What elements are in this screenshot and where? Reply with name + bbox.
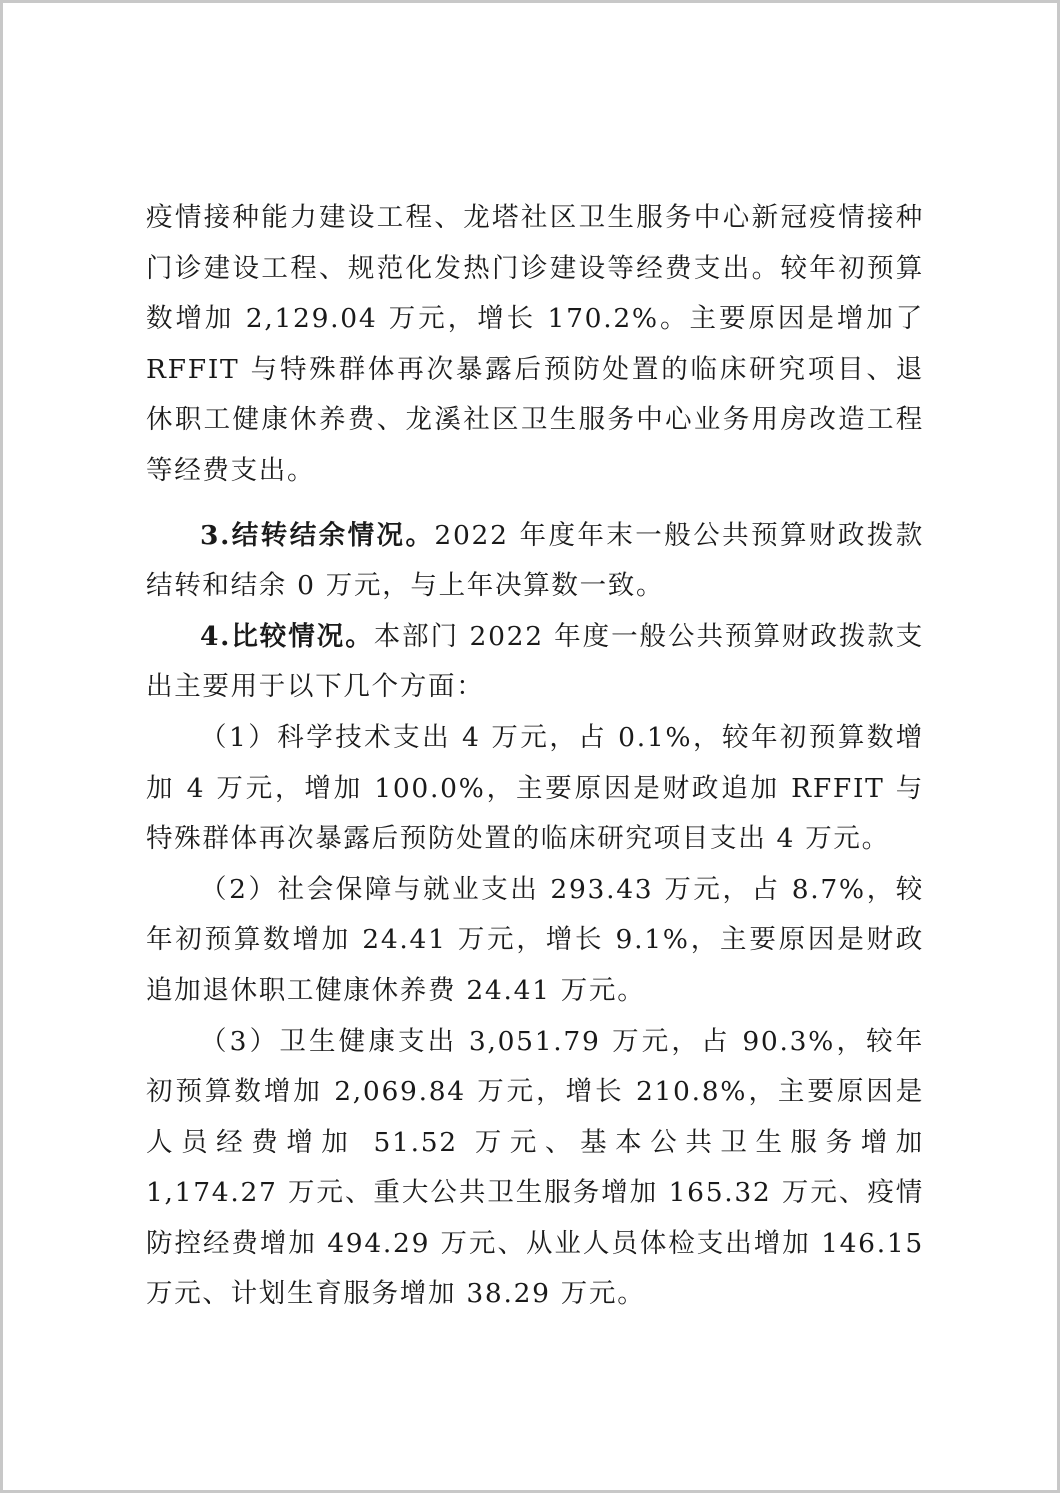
section-heading-carryover: 3.结转结余情况。: [200, 519, 435, 551]
paragraph-text: 本部门 2022 年度一般公共预算财政拨款支出主要用于以下几个方面：: [146, 620, 924, 703]
paragraph-item-social-security: [146, 865, 924, 1017]
paragraph-text: 2022 年度年末一般公共预算财政拨款结转和结余 0 万元，与上年决算数一致。: [146, 519, 924, 602]
paragraph-text: 疫情接种能力建设工程、龙塔社区卫生服务中心新冠疫情接种门诊建设工程、规范化发热门诊建设等经费支出。较年初预算数增加 2,129.04 万元，增长 170.2%。主要原因是增加了 RFFIT 与特殊群体再次暴露后预防处置的临床研究项目、退休职工健康休养费、龙溪社区卫生服务中心业务用房改造工程等经费支出。: [146, 202, 924, 486]
paragraph-carryover-balance: [146, 511, 924, 612]
paragraph-item-science: [146, 713, 924, 865]
paragraph-continuation: [146, 193, 924, 497]
paragraph-comparison: [146, 612, 924, 713]
section-heading-comparison: 4.比较情况。: [200, 620, 374, 652]
paragraph-text: （2）社会保障与就业支出 293.43 万元，占 8.7%，较年初预算数增加 24.41 万元，增长 9.1%，主要原因是财政追加退休职工健康休养费 24.41 万元。: [146, 873, 924, 1006]
paragraph-text: （3）卫生健康支出 3,051.79 万元，占 90.3%，较年初预算数增加 2,069.84 万元，增长 210.8%，主要原因是人员经费增加 51.52 万元、基本公共卫生服务增加 1,174.27 万元、重大公共卫生服务增加 165.32 万元、疫情防控经费增加 494.29 万元、从业人员体检支出增加 146.15 万元、计划生育服务增加 38.29 万元。: [146, 1025, 924, 1310]
paragraph-item-health: [146, 1017, 924, 1321]
document-body: [146, 193, 924, 1320]
paragraph-text: （1）科学技术支出 4 万元，占 0.1%，较年初预算数增加 4 万元，增加 100.0%，主要原因是财政追加 RFFIT 与特殊群体再次暴露后预防处置的临床研究项目支出 4 万元。: [146, 721, 924, 855]
